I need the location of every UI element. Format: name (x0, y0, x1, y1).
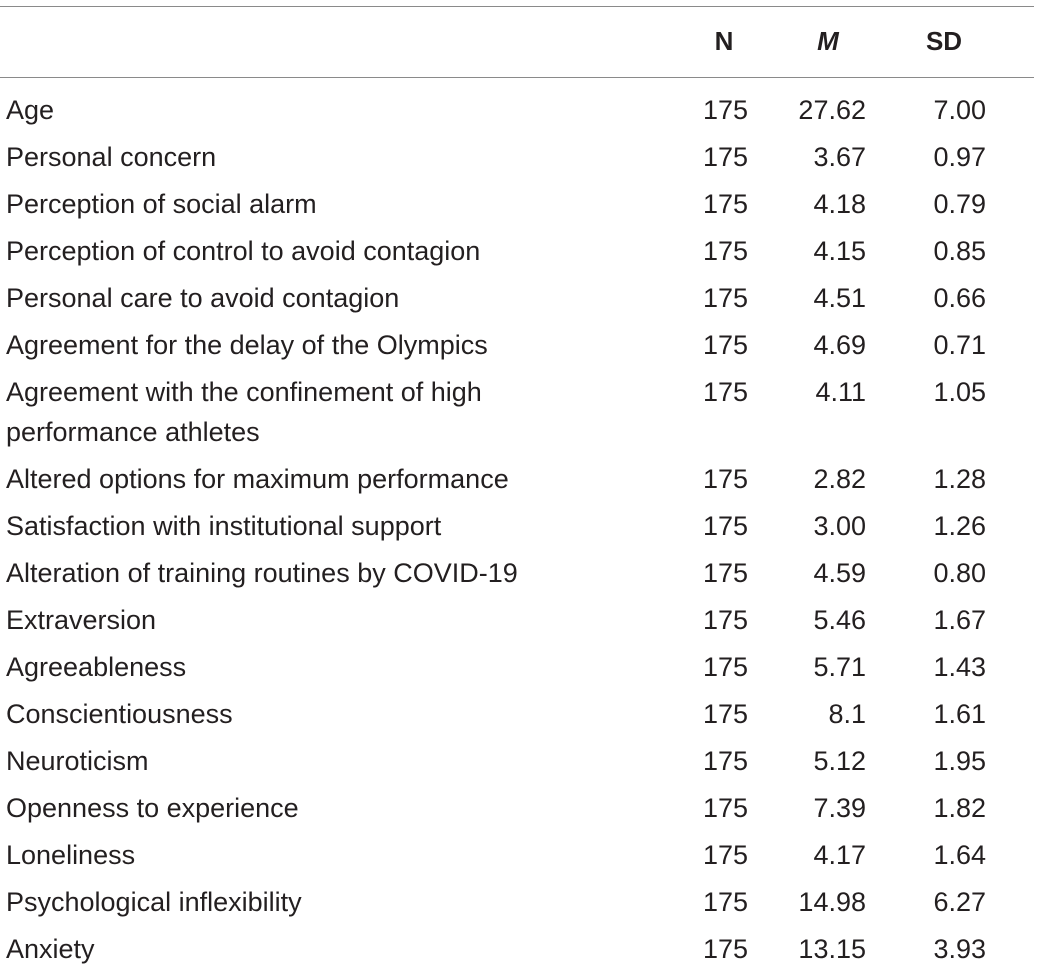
row-sd: 0.97 (933, 142, 986, 172)
table-row (0, 325, 1040, 372)
row-n: 175 (702, 699, 748, 729)
row-sd: 1.28 (933, 464, 986, 494)
header-rule (0, 77, 1034, 78)
header-n: N (714, 26, 734, 56)
table-row (0, 90, 1040, 137)
row-n: 175 (702, 142, 748, 172)
row-n: 175 (702, 464, 748, 494)
row-label: Altered options for maximum performance (6, 464, 509, 494)
row-label: Loneliness (6, 840, 136, 870)
table-row (0, 929, 1040, 976)
row-mean: 4.69 (813, 330, 866, 360)
row-sd: 1.43 (933, 652, 986, 682)
row-sd: 0.85 (933, 236, 986, 266)
table-row (0, 459, 1040, 506)
row-label: Openness to experience (6, 793, 299, 823)
table-row (0, 372, 1040, 459)
row-mean: 4.51 (813, 283, 866, 313)
row-n: 175 (702, 934, 748, 964)
row-n: 175 (702, 652, 748, 682)
row-sd: 0.79 (933, 189, 986, 219)
row-sd: 1.95 (933, 746, 986, 776)
table-row (0, 231, 1040, 278)
row-mean: 4.11 (815, 377, 866, 407)
table-row (0, 882, 1040, 929)
row-mean: 3.00 (813, 511, 866, 541)
row-n: 175 (702, 887, 748, 917)
row-mean: 27.62 (798, 95, 866, 125)
row-n: 175 (702, 746, 748, 776)
top-rule (0, 6, 1034, 7)
row-label: Personal concern (6, 142, 217, 172)
table-row (0, 647, 1040, 694)
table-row (0, 741, 1040, 788)
table-row (0, 553, 1040, 600)
row-n: 175 (702, 558, 748, 588)
row-mean: 4.18 (813, 189, 866, 219)
row-n: 175 (702, 95, 748, 125)
row-sd: 1.67 (933, 605, 986, 635)
row-label: Personal care to avoid contagion (6, 283, 400, 313)
row-sd: 1.61 (933, 699, 986, 729)
row-n: 175 (702, 330, 748, 360)
row-mean: 5.12 (813, 746, 866, 776)
row-label: Perception of control to avoid contagion (6, 236, 481, 266)
row-sd: 6.27 (933, 887, 986, 917)
row-label: Agreement with the confinement of high performance athletes (6, 377, 482, 447)
row-mean: 4.59 (813, 558, 866, 588)
row-mean: 5.71 (813, 652, 866, 682)
table-row (0, 137, 1040, 184)
row-n: 175 (702, 840, 748, 870)
table-row (0, 600, 1040, 647)
row-label: Age (6, 95, 55, 125)
row-sd: 1.05 (933, 377, 986, 407)
row-mean: 4.17 (813, 840, 866, 870)
table-row (0, 506, 1040, 553)
table-row (0, 788, 1040, 835)
row-n: 175 (702, 236, 748, 266)
header-mean: M (817, 26, 839, 56)
row-mean: 14.98 (798, 887, 866, 917)
row-sd: 3.93 (933, 934, 986, 964)
row-sd: 1.26 (933, 511, 986, 541)
row-sd: 0.80 (933, 558, 986, 588)
table-body (0, 90, 1040, 976)
row-label: Psychological inflexibility (6, 887, 302, 917)
header-sd: SD (925, 26, 963, 56)
row-mean: 2.82 (813, 464, 866, 494)
row-sd: 7.00 (933, 95, 986, 125)
row-n: 175 (702, 511, 748, 541)
row-label: Anxiety (6, 934, 95, 964)
row-mean: 13.15 (798, 934, 866, 964)
row-label: Alteration of training routines by COVID-19 (6, 558, 518, 588)
row-sd: 0.66 (933, 283, 986, 313)
table-row (0, 835, 1040, 882)
table-row (0, 184, 1040, 231)
row-label: Agreeableness (6, 652, 187, 682)
row-label: Neuroticism (6, 746, 149, 776)
row-label: Agreement for the delay of the Olympics (6, 330, 488, 360)
row-label: Extraversion (6, 605, 157, 635)
row-n: 175 (702, 283, 748, 313)
table-row (0, 278, 1040, 325)
row-mean: 5.46 (813, 605, 866, 635)
row-n: 175 (702, 793, 748, 823)
row-mean: 8.1 (828, 699, 866, 729)
table-row (0, 694, 1040, 741)
row-n: 175 (702, 189, 748, 219)
row-sd: 1.82 (933, 793, 986, 823)
row-label: Perception of social alarm (6, 189, 317, 219)
row-mean: 3.67 (813, 142, 866, 172)
row-label: Conscientiousness (6, 699, 233, 729)
row-mean: 7.39 (813, 793, 866, 823)
row-label: Satisfaction with institutional support (6, 511, 442, 541)
row-n: 175 (702, 377, 748, 407)
row-sd: 0.71 (933, 330, 986, 360)
row-n: 175 (702, 605, 748, 635)
row-sd: 1.64 (933, 840, 986, 870)
row-mean: 4.15 (813, 236, 866, 266)
